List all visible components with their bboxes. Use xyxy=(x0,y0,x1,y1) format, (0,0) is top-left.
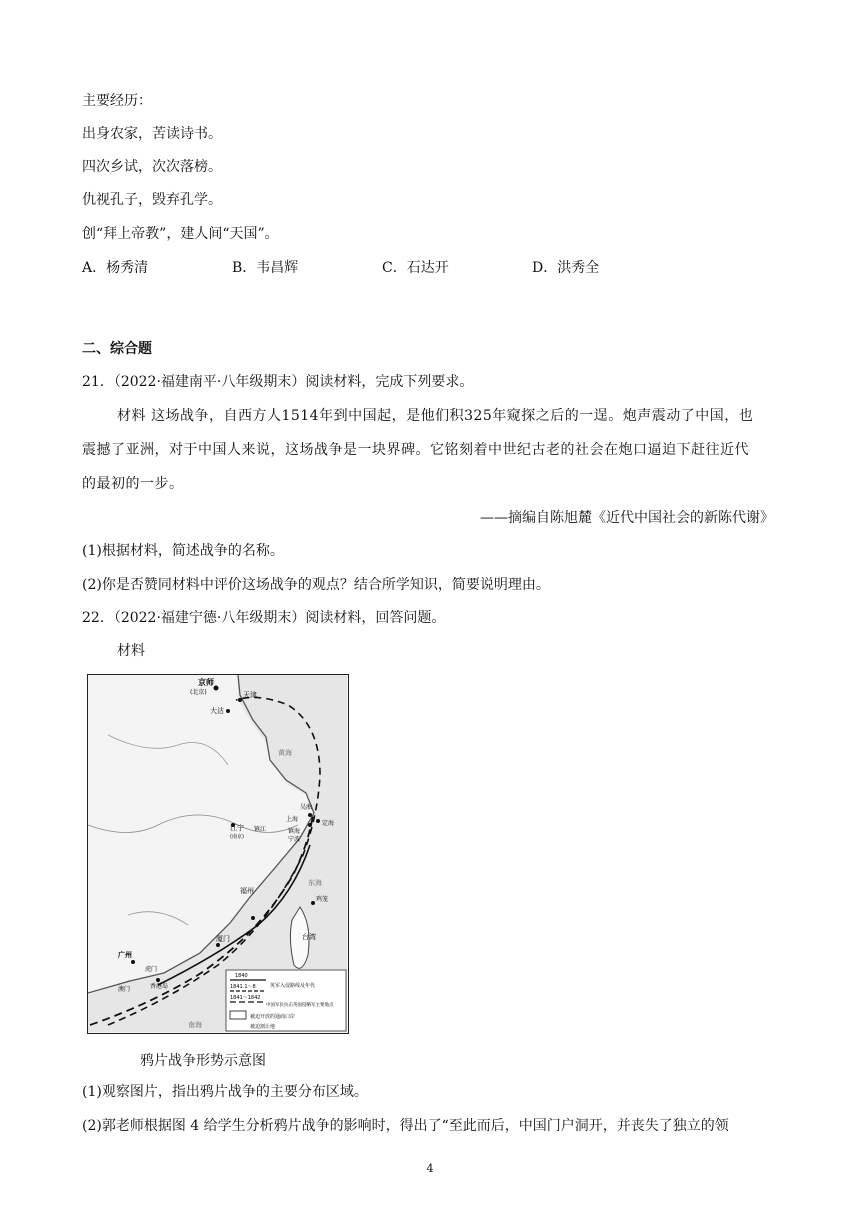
svg-text:1841～1842: 1841～1842 xyxy=(230,995,261,1001)
map-label: 定海 xyxy=(322,820,335,827)
map-label: 镇江 xyxy=(254,826,267,833)
option-c: C．石达开 xyxy=(382,260,449,276)
map-label: 鸡笼 xyxy=(316,896,329,903)
svg-text:被迫开放的通商口岸: 被迫开放的通商口岸 xyxy=(250,1014,296,1020)
map-label: 天津 xyxy=(243,691,257,699)
map-caption: 鸦片战争形势示意图 xyxy=(140,1053,266,1069)
map-label: 东海 xyxy=(308,879,322,887)
map-label: (北京) xyxy=(190,689,207,696)
svg-text:1840: 1840 xyxy=(235,973,248,979)
experience-item: 仇视孔子，毁弃孔学。 xyxy=(82,192,222,208)
map-label: 广州 xyxy=(118,951,132,959)
map-label: 江宁 xyxy=(230,824,244,832)
option-b: B．韦昌辉 xyxy=(232,260,299,276)
question-21-sub2: (2)你是否赞同材料中评价这场战争的观点？结合所学知识，简要说明理由。 xyxy=(82,577,550,593)
map-label: 福州 xyxy=(240,887,254,895)
svg-text:被迫割让地: 被迫割让地 xyxy=(250,1024,276,1030)
question-22-stem: 22．（2022·福建宁德·八年级期末）阅读材料，回答问题。 xyxy=(82,610,446,626)
map-label: 吴淞 xyxy=(300,804,313,811)
svg-text:中国军民抗击英国侵略军主要地点: 中国军民抗击英国侵略军主要地点 xyxy=(266,1003,334,1008)
svg-text:1841.1～8: 1841.1～8 xyxy=(230,984,256,990)
map-label: 虎门 xyxy=(145,966,158,973)
question-22-sub2: (2)郭老师根据图 4 给学生分析鸦片战争的影响时，得出了“至此而后，中国门户洞开，并丧失了独立的领 xyxy=(82,1118,729,1134)
map-label: 上海 xyxy=(286,816,299,823)
material-label: 材料 xyxy=(117,643,145,659)
map-label: 澳门 xyxy=(118,986,131,993)
question-21-sub1: (1)根据材料，简述战争的名称。 xyxy=(82,543,284,559)
material-source: ——摘编自陈旭麓《近代中国社会的新陈代谢》 xyxy=(480,510,774,526)
svg-text:英军入侵路线及年代: 英军入侵路线及年代 xyxy=(270,983,316,989)
map-label: 宁波 xyxy=(288,836,301,843)
question-22-sub1: (1)观察图片，指出鸦片战争的主要分布区域。 xyxy=(82,1084,368,1100)
option-a: A．杨秀清 xyxy=(82,260,149,276)
experience-item: 创“拜上帝教”，建人间“天国”。 xyxy=(82,226,279,242)
question-21-material: 震撼了亚洲，对于中国人来说，这场战争是一块界碑。它铭刻着中世纪古老的社会在炮口逼迫下赶往近代 xyxy=(82,442,749,458)
experience-heading: 主要经历： xyxy=(82,93,152,109)
section-title: 二、综合题 xyxy=(82,341,152,357)
map-label: 南海 xyxy=(188,1021,202,1029)
map-label: 厦门 xyxy=(216,935,230,943)
question-21-material: 材料 这场战争，自西方人1514年到中国起，是他们积325年窥探之后的一逞。炮声震动了中国，也 xyxy=(117,408,754,424)
page-number: 4 xyxy=(426,1162,434,1175)
map-label: 京师 xyxy=(198,678,214,687)
option-d: D．洪秀全 xyxy=(532,260,600,276)
experience-item: 出身农家，苦读诗书。 xyxy=(82,126,222,142)
map-label: 黄海 xyxy=(278,749,292,757)
question-21-stem: 21．（2022·福建南平·八年级期末）阅读材料，完成下列要求。 xyxy=(82,374,474,390)
map-legend xyxy=(226,970,346,1031)
map-label: 大沽 xyxy=(210,707,224,715)
experience-item: 四次乡试，次次落榜。 xyxy=(82,159,222,175)
map-label: 台湾 xyxy=(302,933,316,941)
map-label: 镇海 xyxy=(288,828,301,835)
opium-war-map xyxy=(87,674,349,1034)
map-label: (南京) xyxy=(230,834,244,840)
map-label: 香港岛 xyxy=(150,983,169,990)
question-21-material: 的最初的一步。 xyxy=(82,476,184,492)
